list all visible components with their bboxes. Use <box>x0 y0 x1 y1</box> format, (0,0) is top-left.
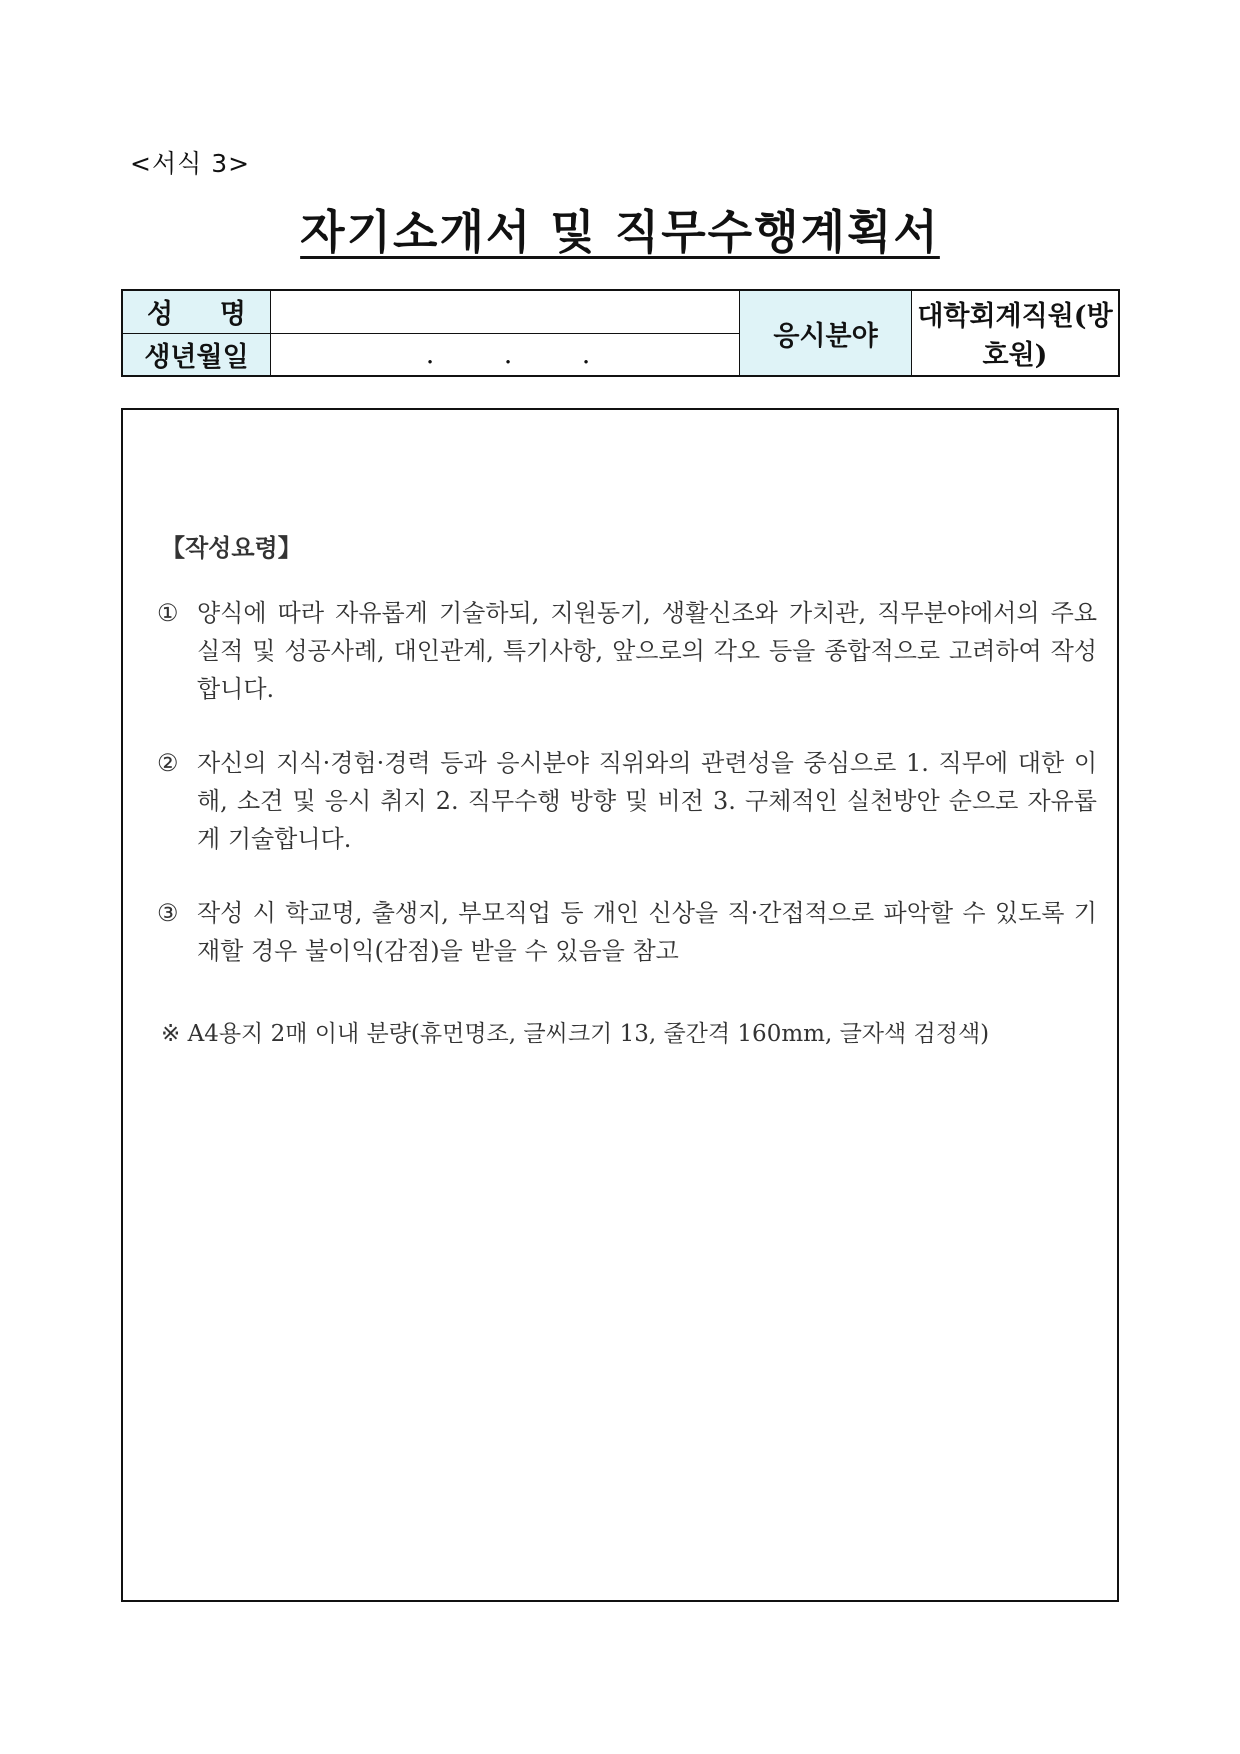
birth-dot-year: . <box>425 338 435 370</box>
guide-item-1-text: 양식에 따라 자유롭게 기술하되, 지원동기, 생활신조와 가치관, 직무분야에서의 주요 실적 및 성공사례, 대인관계, 특기사항, 앞으로의 각오 등을 종합적으로 고려하여 작성합니다. <box>197 599 1097 703</box>
field-value: 대학회계직원(방호원) <box>917 301 1113 371</box>
guide-item-2-number: ② <box>157 749 179 777</box>
name-label-cell <box>122 290 271 333</box>
field-value-cell <box>912 290 1120 376</box>
name-label: 성 명 <box>147 299 246 331</box>
field-label-cell <box>740 290 912 376</box>
form-number-label: <서식 3> <box>130 149 251 178</box>
guide-item-1 <box>157 594 1097 708</box>
guide-title: 【작성요령】 <box>161 533 302 562</box>
guide-item-1-number: ① <box>157 599 179 627</box>
guide-item-2 <box>157 744 1097 858</box>
content-writing-area[interactable] <box>121 408 1119 1602</box>
document-title <box>0 196 1240 262</box>
field-label: 응시분야 <box>773 320 878 352</box>
name-input-cell[interactable] <box>271 290 740 333</box>
guide-item-3-text: 작성 시 학교명, 출생지, 부모직업 등 개인 신상을 직·간접적으로 파악할 수 있도록 기재할 경우 불이익(감점)을 받을 수 있음을 참고 <box>197 899 1097 965</box>
birth-input-cell[interactable] <box>271 333 740 376</box>
applicant-info-table <box>121 289 1120 377</box>
document-title-text: 자기소개서 및 직무수행계획서 <box>300 205 940 259</box>
birth-label-cell <box>122 333 271 376</box>
guide-item-3-number: ③ <box>157 899 179 927</box>
birth-dot-month: . <box>503 338 513 370</box>
guide-note: ※ A4용지 2매 이내 분량(휴먼명조, 글씨크기 13, 줄간격 160mm, 글자색 검정색) <box>161 1021 990 1047</box>
birth-label: 생년월일 <box>144 341 249 373</box>
guide-item-3 <box>157 894 1097 970</box>
guide-item-2-text: 자신의 지식·경험·경력 등과 응시분야 직위와의 관련성을 중심으로 1. 직무에 대한 이해, 소견 및 응시 취지 2. 직무수행 방향 및 비전 3. 구체적인 실천방안 순으로 자유롭게 기술합니다. <box>197 749 1097 853</box>
birth-dot-day: . <box>581 338 591 370</box>
